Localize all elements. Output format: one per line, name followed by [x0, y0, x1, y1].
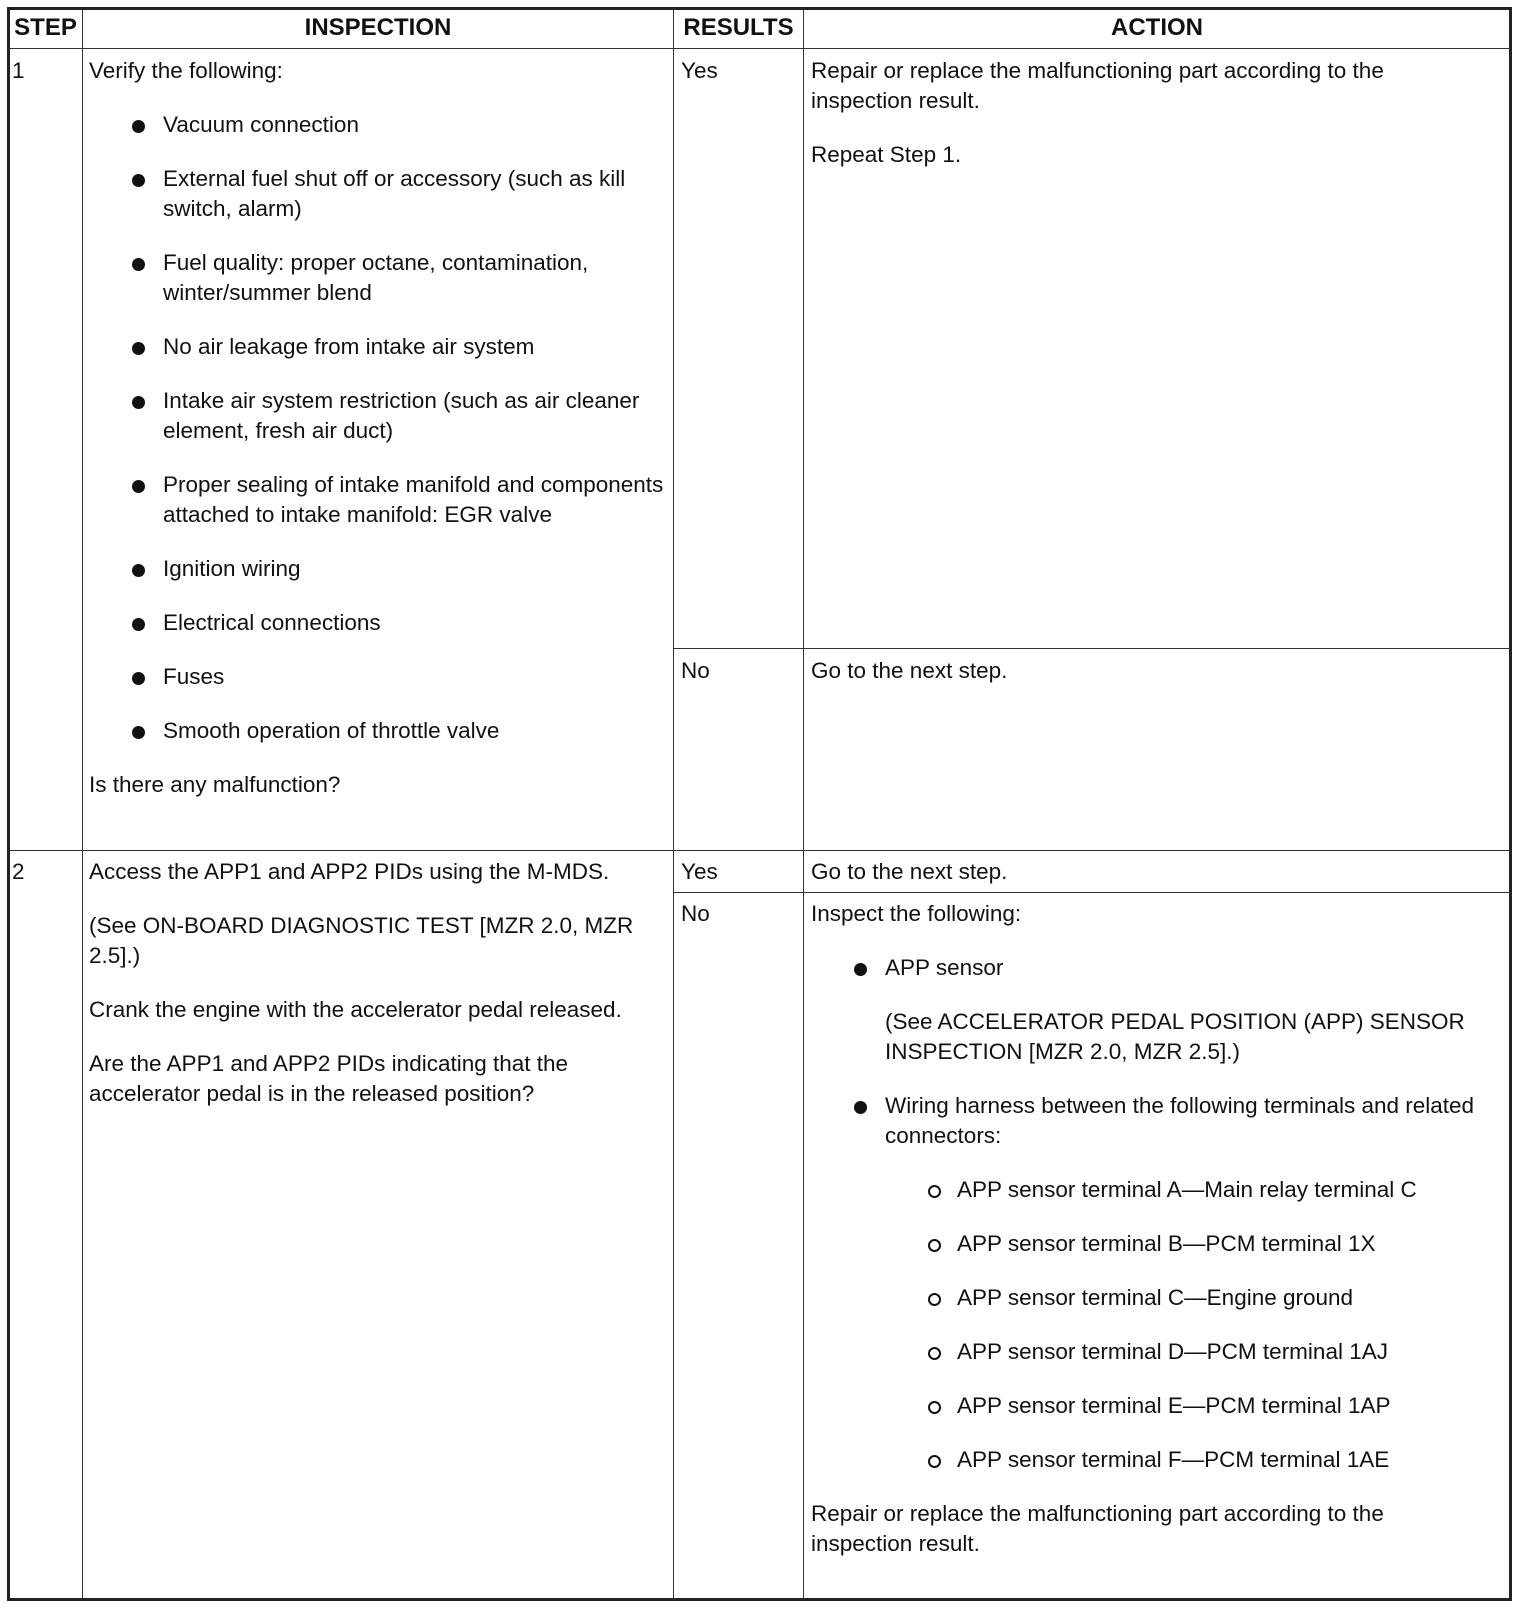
step2-inspection — [89, 857, 649, 1133]
circle-bullet-icon — [928, 1401, 941, 1414]
step1-checklist — [89, 110, 667, 746]
bullet-icon — [132, 120, 145, 133]
list-item: APP sensor terminal F—PCM terminal 1AE — [811, 1445, 1476, 1475]
list-item: APP sensor terminal C—Engine ground — [811, 1283, 1476, 1313]
col-divider-1 — [82, 9, 83, 1599]
step2-no-checklist — [811, 953, 1476, 1151]
list-item: Ignition wiring — [89, 554, 667, 584]
list-item: APP sensor terminal A—Main relay terminal C — [811, 1175, 1476, 1205]
step2-results-divider — [673, 892, 1510, 893]
step2-no-closing: Repair or replace the malfunctioning part according to the inspection result. — [811, 1501, 1384, 1556]
step2-no-result: No — [681, 901, 710, 926]
list-item: APP sensor terminal D—PCM terminal 1AJ — [811, 1337, 1476, 1367]
step1-yes-action-text: Repair or replace the malfunctioning part according to the inspection result. — [811, 58, 1384, 113]
bullet-icon — [132, 258, 145, 271]
bullet-icon — [132, 342, 145, 355]
terminal-list — [811, 1175, 1476, 1475]
list-item: APP sensor terminal E—PCM terminal 1AP — [811, 1391, 1476, 1421]
list-item: External fuel shut off or accessory (such as kill switch, alarm) — [89, 164, 667, 224]
step1-number: 1 — [12, 58, 25, 83]
list-item: APP sensor terminal B—PCM terminal 1X — [811, 1229, 1476, 1259]
step1-inspection — [89, 56, 667, 800]
step1-results-divider — [673, 648, 1510, 649]
bullet-icon — [132, 396, 145, 409]
header-action: ACTION — [1111, 14, 1203, 41]
step2-no-intro: Inspect the following: — [811, 901, 1022, 926]
list-item: Vacuum connection — [89, 110, 667, 140]
header-divider — [9, 48, 1510, 49]
step1-question: Is there any malfunction? — [89, 772, 341, 797]
bullet-icon — [132, 174, 145, 187]
step2-yes-action: Go to the next step. — [811, 859, 1008, 884]
step2-number: 2 — [12, 859, 25, 884]
circle-bullet-icon — [928, 1455, 941, 1468]
step2-question: Are the APP1 and APP2 PIDs indicating that the accelerator pedal is in the released position? — [89, 1051, 569, 1106]
step-divider — [9, 850, 1510, 851]
header-inspection: INSPECTION — [304, 14, 452, 41]
app-sensor-reference: (See ACCELERATOR PEDAL POSITION (APP) SENSOR INSPECTION [MZR 2.0, MZR 2.5].) — [885, 1009, 1465, 1064]
step2-access-text: Access the APP1 and APP2 PIDs using the M-MDS. — [89, 859, 610, 884]
step2-yes-result: Yes — [681, 859, 718, 884]
list-item: Fuses — [89, 662, 667, 692]
col-divider-2 — [673, 9, 674, 1599]
bullet-icon — [132, 726, 145, 739]
bullet-icon — [854, 963, 867, 976]
header-results: RESULTS — [683, 14, 794, 41]
bullet-icon — [132, 672, 145, 685]
step2-crank-text: Crank the engine with the accelerator pedal released. — [89, 997, 622, 1022]
col-divider-3 — [803, 9, 804, 1599]
step1-yes-action — [811, 56, 1491, 194]
list-item: Intake air system restriction (such as air cleaner element, fresh air duct) — [89, 386, 667, 446]
step1-yes-action-repeat: Repeat Step 1. — [811, 142, 962, 167]
list-item: Fuel quality: proper octane, contamination, winter/summer blend — [89, 248, 667, 308]
step2-no-action — [811, 899, 1476, 1559]
list-item: Electrical connections — [89, 608, 667, 638]
bullet-icon — [132, 618, 145, 631]
step1-intro: Verify the following: — [89, 58, 283, 83]
circle-bullet-icon — [928, 1347, 941, 1360]
list-item: Smooth operation of throttle valve — [89, 716, 667, 746]
step1-no-action: Go to the next step. — [811, 658, 1008, 683]
circle-bullet-icon — [928, 1185, 941, 1198]
circle-bullet-icon — [928, 1293, 941, 1306]
bullet-icon — [132, 564, 145, 577]
bullet-icon — [132, 480, 145, 493]
step1-no-result: No — [681, 658, 710, 683]
step1-yes-result: Yes — [681, 58, 718, 83]
list-item: Proper sealing of intake manifold and components attached to intake manifold: EGR valve — [89, 470, 667, 530]
list-item: Wiring harness between the following terminals and related connectors: — [811, 1091, 1476, 1151]
step2-reference: (See ON-BOARD DIAGNOSTIC TEST [MZR 2.0, MZR 2.5].) — [89, 913, 634, 968]
bullet-icon — [854, 1101, 867, 1114]
list-item: No air leakage from intake air system — [89, 332, 667, 362]
header-step: STEP — [14, 14, 77, 41]
list-item: APP sensor (See ACCELERATOR PEDAL POSITION (APP) SENSOR INSPECTION [MZR 2.0, MZR 2.5].) — [811, 953, 1476, 1067]
circle-bullet-icon — [928, 1239, 941, 1252]
